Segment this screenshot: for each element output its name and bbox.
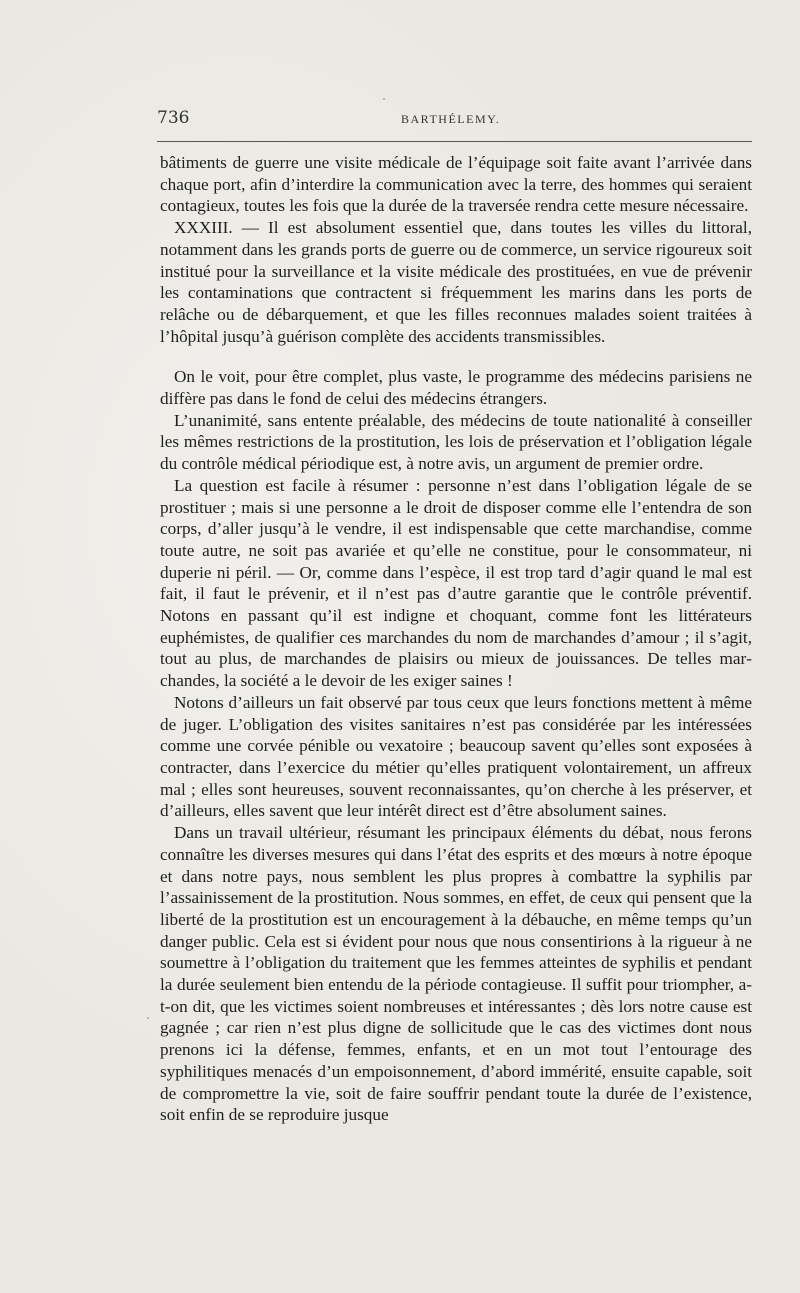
paragraph: La question est facile à résumer : personne n’est dans l’obligation légale de se prostituer ; mais si une personne a le droit de disposer comme elle l’entendra de son corps, d’aller jusqu’à le vendre, il est indispensable que cette marchandise, comme toute autre, ne soit pas avariée et qu’elle ne constitue, pour le consommateur, ni duperie ni péril. — Or, comme dans l’espèce, il est trop tard d’agir quand le mal est fait, il faut le prévenir, et il n’est pas d’autre garantie que le contrôle préventif. Notons en passant qu’il est indigne et choquant, comme font les littérateurs euphémistes, de qualifier ces marchandes du nom de marchandes d’amour ; il s’agit, tout au plus, de marchandes de plaisirs ou mieux de jouissances. De telles marchandes, la société a le devoir de les exiger saines ! xyxy=(160,475,752,691)
header-rule xyxy=(157,141,752,142)
paper-speck xyxy=(147,1017,149,1019)
paragraph: On le voit, pour être complet, plus vaste, le programme des médecins parisiens ne diffère pas dans le fond de celui des médecins étrangers. xyxy=(160,367,752,409)
paragraph-continuation: bâtiments de guerre une visite médicale de l’équipage soit faite avant l’arrivée dans chaque port, afin d’interdire la communication avec la terre, des hommes qui seraient contagieux, toutes les fois que la durée de la traversée rendra cette mesure nécessaire. xyxy=(160,153,752,216)
running-title: BARTHÉLEMY. xyxy=(401,112,501,126)
paragraph: Notons d’ailleurs un fait observé par tous ceux que leurs fonctions mettent à même de juger. L’obligation des visites sanitaires n’est pas considérée par les intéressées comme une corvée pénible ou vexatoire ; beaucoup savent qu’elles sont exposées à contracter, dans l’exercice du métier qu’elles pratiquent volontairement, un affreux mal ; elles sont heureuses, souvent reconnaissantes, qu’on cherche à les préserver, et d’ailleurs, elles savent que leur intérêt direct est d’être absolument saines. xyxy=(160,692,752,821)
running-head xyxy=(157,108,752,134)
paragraph: Dans un travail ultérieur, résumant les principaux éléments du débat, nous ferons connaître les diverses mesures qui dans l’état des esprits et des mœurs à notre époque et dans notre pays, nous semblent les plus propres à combattre la syphilis par l’assainissement de la prostitution. Nous sommes, en effet, de ceux qui pensent que la liberté de la prostitution est un encouragement à la débauche, en même temps qu’un danger public. Cela est si évident pour nous que nous consentirions à la rigueur à ne soumettre à l’obligation du traitement que les femmes atteintes de syphilis et pendant la durée seulement bien entendu de la période contagieuse. Il suffit pour triompher, a-t-on dit, que les victimes soient nombreuses et intéressantes ; dès lors notre cause est gagnée ; car rien n’est plus digne de sollicitude que le cas des victimes dont nous prenons ici la défense, femmes, enfants, et en un mot tout l’entourage des syphilitiques menacés d’un empoisonnement, d’abord immérité, ensuite capable, soit de compromettre la vie, soit de faire souffrir pendant toute la durée de l’existence, soit enfin de se reproduire jusque xyxy=(160,823,752,1125)
body-text xyxy=(160,152,752,1126)
paragraph-article-xxxiii: XXXIII. — Il est absolument essentiel que, dans toutes les villes du littoral, notamment dans les grands ports de guerre ou de commerce, un service rigoureux soit institué pour la surveillance et la visite médicale des prostituées, en vue de prévenir les contaminations que contractent si fréquemment les marins dans les ports de relâche ou de débarquement, et que les filles reconnues malades soient traitées à l’hôpital jusqu’à guérison complète des accidents transmissibles. xyxy=(160,218,752,346)
paragraph: L’unanimité, sans entente préalable, des médecins de toute nationalité à conseiller les mêmes restrictions de la prostitution, les lois de préservation et l’obligation légale du contrôle médical périodique est, à notre avis, un argument de premier ordre. xyxy=(160,410,752,474)
paper-speck xyxy=(383,98,385,100)
page-number: 736 xyxy=(157,108,190,128)
